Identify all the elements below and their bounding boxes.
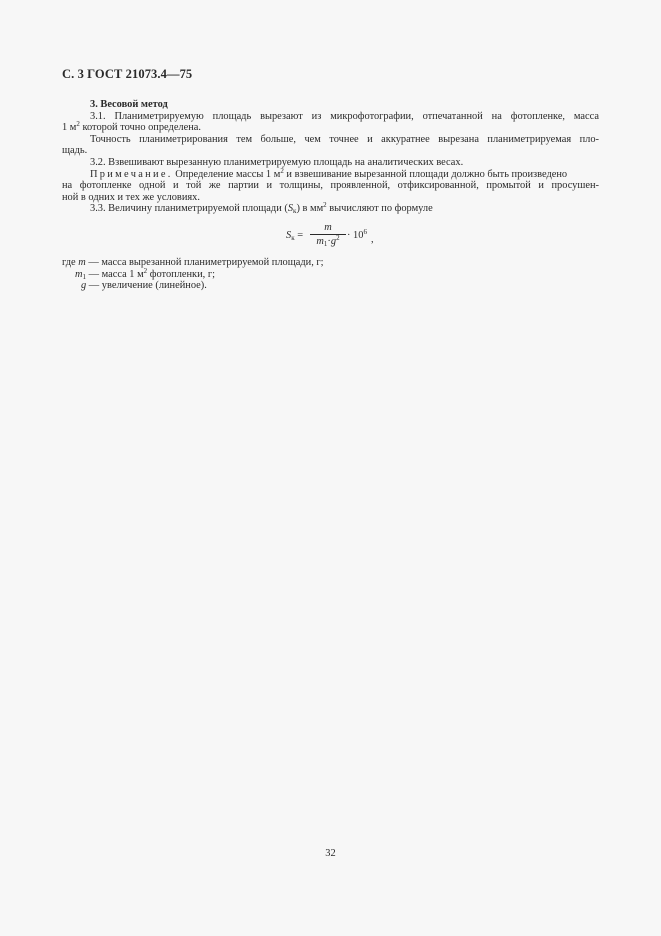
text-fragment: — масса вырезанной планиметрируемой площади, г; [85,257,324,268]
text-fragment: фотопленки, г; [147,268,216,280]
paragraph-3-2: 3.2. Взвешивают вырезанную планиметрируемую площадь на аналитических весах. [90,156,464,168]
area-formula [286,222,376,252]
note-line-2: на фотопленке одной и той же партии и толщины, проявленной, отфиксированной, промытой и просушен- [62,180,599,192]
definition-m [62,257,324,269]
page-header: С. 3 ГОСТ 21073.4—75 [62,67,193,81]
definition-g [62,280,324,292]
superscript: 2 [143,266,148,275]
text-fragment: где [62,257,79,268]
superscript: 6 [363,228,367,236]
superscript: 2 [323,201,327,210]
text-fragment: ) в мм [296,203,324,215]
note-label: Примечание. [90,168,173,180]
paragraph-3-1-line-1: 3.1. Планиметрируемую площадь вырезают из микрофотографии, отпечатанной на фотопленке, масса [90,110,599,122]
variable-m: m [75,268,83,280]
variable-s: S [286,230,292,241]
formula-multiplier [347,230,367,241]
text-fragment: 1 м [62,122,77,134]
text-fragment: 3.3. Величину планиметрируемой площади ( [90,203,288,215]
multiply-dot: · [327,236,331,247]
variable-definitions [62,257,324,292]
text-fragment: и взвешивание вырезанной площади должно быть произведено [283,168,568,180]
text-fragment: — увеличение (линейное). [86,280,207,292]
variable-s: S [287,203,294,215]
formula-numerator: m [324,222,332,233]
subscript: к [293,207,297,216]
formula-fraction [310,222,346,248]
section-heading: 3. Весовой метод [90,99,168,110]
subscript: 1 [82,272,87,281]
note-line-1 [62,166,599,181]
superscript: 2 [76,120,80,129]
document-body [62,99,599,215]
superscript: 2 [280,166,284,175]
subscript: 1 [323,240,328,248]
formula-denominator [310,236,346,248]
subscript: к [291,234,295,242]
note-line-3: ной в одних и тех же условиях. [62,191,200,203]
paragraph-accuracy-line-1: Точность планиметрирования тем больше, чем точнее и аккуратнее вырезана планиметрируемая пло- [90,133,599,145]
variable-g: g [81,280,87,292]
fraction-bar [310,234,346,235]
equals-sign: = [294,230,304,241]
formula-comma: , [371,234,374,245]
page-number: 32 [325,848,336,859]
variable-g: g [330,236,337,247]
variable-m: m [316,236,324,247]
paragraph-accuracy-line-2: щадь. [62,145,88,157]
text-fragment: которой точно определена. [79,122,201,134]
text-fragment: Определение массы 1 м [172,168,281,180]
text-fragment: — масса 1 м [86,268,144,280]
text-fragment: вычисляют по формуле [326,203,433,215]
paragraph-3-1-line-2 [62,122,599,134]
formula-lhs [286,230,303,241]
variable-m: m [78,257,86,268]
text-fragment: · 10 [347,230,364,241]
definition-m1 [62,266,324,281]
superscript: 2 [336,234,340,242]
paragraph-3-3 [62,203,599,215]
